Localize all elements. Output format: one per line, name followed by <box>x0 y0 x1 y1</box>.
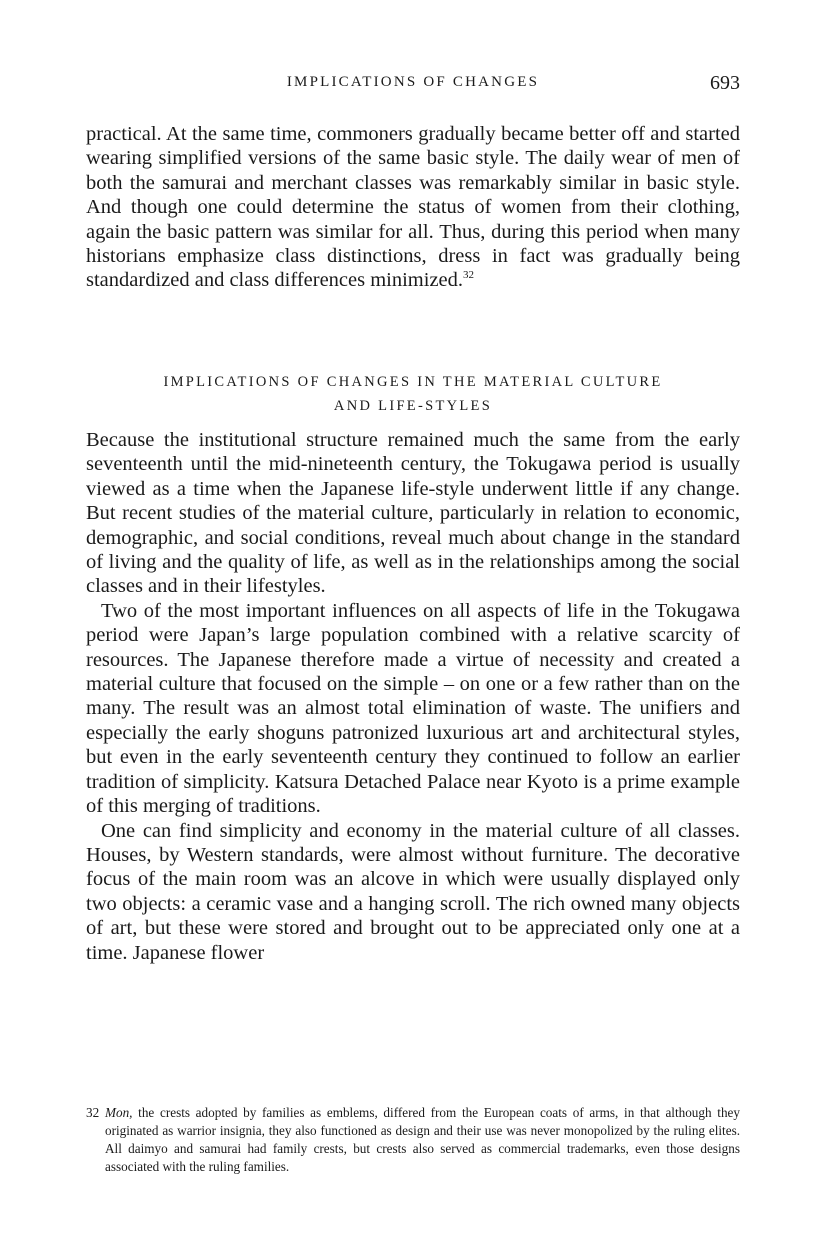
running-header <box>86 72 740 96</box>
paragraph-text: practical. At the same time, commoners gradually became better off and started wearing simplified versions of the same basic style. The daily wear of men of both the samurai and merchant classes was remarkably similar in basic style. And though one could determine the status of women from their clothing, again the basic pattern was similar for all. Thus, during this period when many historians emphasize class distinctions, dress in fact was gradually being standardized and class differences minimized. <box>86 123 740 292</box>
continued-paragraph <box>86 122 740 293</box>
paragraph: Two of the most important influences on all aspects of life in the Tokugawa period were Japan’s large population combined with a relative scarcity of resources. The Japanese therefore made a virtue of necessity and created a material culture that focused on the simple – on one or a few rather than on the many. The result was an almost total elimination of waste. The unifiers and especially the early shoguns patronized luxurious art and architectural styles, but even in the early seventeenth century they continued to follow an earlier tradition of simplicity. Katsura Detached Palace near Kyoto is a prime example of this merging of traditions. <box>86 599 740 818</box>
footnote-body <box>105 1104 740 1176</box>
footnote-text: the crests adopted by families as emblems, differed from the European coats of arms, in that although they originated as warrior insignia, they also functioned as design and their use was never monopolized by the ruling elites. All daimyo and samurai had family crests, but crests also served as commercial trademarks, even those designs associated with the ruling families. <box>105 1105 740 1174</box>
running-title: IMPLICATIONS OF CHANGES <box>286 74 540 90</box>
footnote-reference[interactable]: 32 <box>463 269 475 282</box>
page-number: 693 <box>710 72 740 94</box>
paragraph: Because the institutional structure remained much the same from the early seventeenth until the mid-nineteenth century, the Tokugawa period is usually viewed as a time when the Japanese life-style underwent little if any change. But recent studies of the material culture, particularly in relation to economic, demographic, and social conditions, reveal much about change in the standard of living and the quality of life, as well as in the relationships among the social classes and in their lifestyles. <box>86 429 740 598</box>
footnote-term: Mon, <box>105 1105 133 1120</box>
section-heading <box>86 370 740 418</box>
section-heading-line-1: IMPLICATIONS OF CHANGES IN THE MATERIAL CULTURE <box>163 374 663 390</box>
section-heading-line-2: AND LIFE-STYLES <box>333 398 493 414</box>
section-body <box>86 428 740 965</box>
paragraph: One can find simplicity and economy in the material culture of all classes. Houses, by Western standards, were almost without furniture. The decorative focus of the main room was an alcove in which were usually displayed only two objects: a ceramic vase and a hanging scroll. The rich owned many objects of art, but these were stored and brought out to be appreciated only one at a time. Japanese flower <box>86 819 740 964</box>
paragraph <box>86 122 740 293</box>
footnote-number: 32 <box>86 1105 100 1120</box>
footnote <box>86 1104 740 1176</box>
